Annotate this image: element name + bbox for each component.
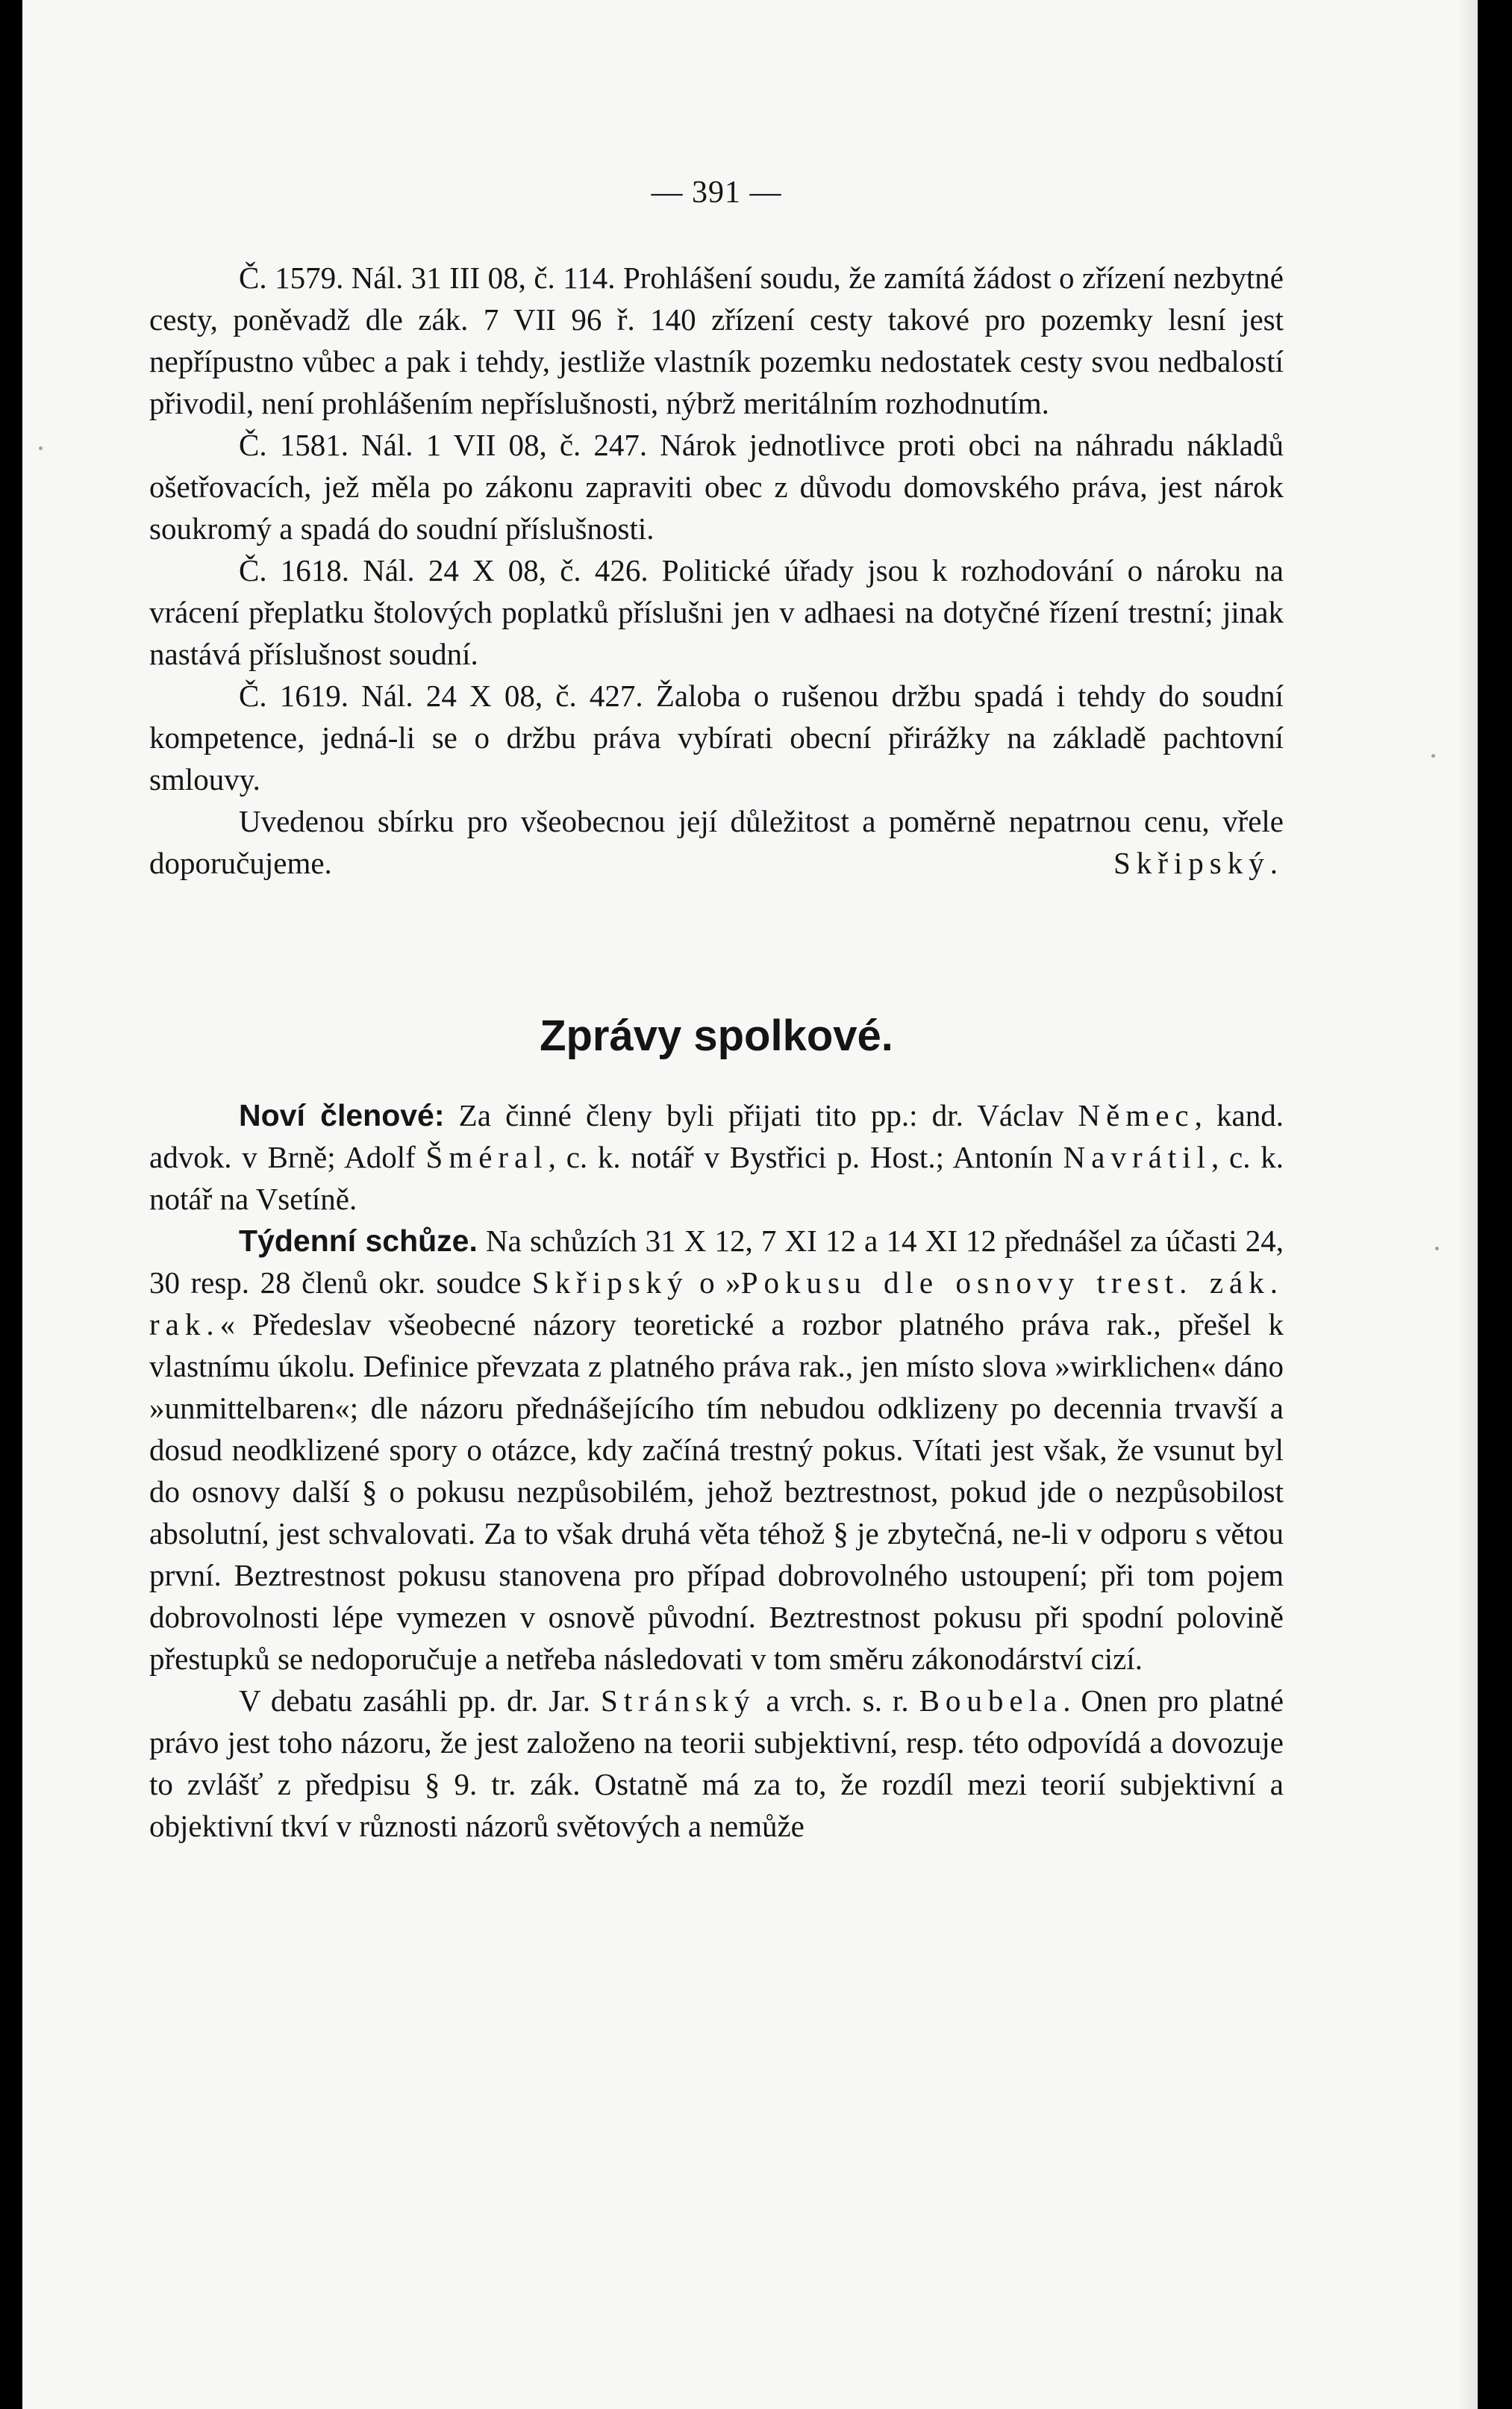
- decision-1618: Č. 1618. Nál. 24 X 08, č. 426. Politické úřady jsou k rozhodování o nároku na vrácení přeplatku štolových poplatků příslušni jen v adhaesi na dotyčné řízení trestní; jinak nastává příslušnost soudní.: [149, 553, 1284, 671]
- member-name: Navrátil: [1063, 1140, 1211, 1174]
- scan-speck: [1435, 1247, 1439, 1250]
- decision-1581: Č. 1581. Nál. 1 VII 08, č. 247. Nárok jednotlivce proti obci na náhradu nákladů ošetřovacích, jež měla po zákonu zapraviti obec z důvodu domovského práva, jest nárok soukromý a spadá do soudní příslušnosti.: [149, 428, 1284, 546]
- section-heading: Zprávy spolkové.: [540, 1012, 893, 1060]
- weekly-meetings-text: o »: [688, 1265, 741, 1300]
- scan-edge-shadow: [1458, 0, 1478, 2409]
- lecture-title: Pokusu dle osnovy trest. zák. rak.: [149, 1265, 1284, 1341]
- new-members-text: , c. k. notář na Vsetíně.: [149, 1140, 1284, 1216]
- debate-text: a vrch. s. r.: [755, 1683, 919, 1718]
- recommendation-text: Uvedenou sbírku pro všeobecnou její důležitost a poměrně nepatrnou cenu, vřele doporučujeme.: [149, 804, 1284, 880]
- member-name: Šméral: [425, 1140, 549, 1174]
- lecturer-name: Skřipský: [531, 1265, 689, 1300]
- weekly-meetings-text: « Předeslav všeobecné názory teoretické a rozbor platného práva rak., přešel k vlastnímu úkolu. Definice převzata z platného práva rak., jen místo slova »wirklichen« dáno »unmittelbaren«; dle názoru přednášejícího tím nebudou odklizeny po decennia trvavší a dosud neodklizené spory o otázce, kdy začíná trestný pokus. Vítati jest však, že vsunut byl do osnovy další § o pokusu nezpůsobilém, jehož beztrestnost, pokud jde o nezpůsobilost absolutní, jest schvalovati. Za to však druhá věta téhož § je zbytečná, ne-li v odporu s větou první. Beztrestnost pokusu stanovena pro případ dobrovolného ustoupení; při tom pojem dobrovolnosti lépe vymezen v osnově původní. Beztrestnost pokusu při spodní polovině přestupků se nedoporučuje a netřeba následovati v tom směru zákonodárství cizí.: [149, 1307, 1284, 1676]
- scanned-page: [22, 0, 1478, 2409]
- debate-paragraph: [149, 1680, 1284, 1847]
- debater-name: Boubela: [919, 1683, 1063, 1718]
- weekly-meetings-paragraph: [149, 1220, 1284, 1680]
- scan-speck: [1431, 754, 1435, 758]
- decision-1579: Č. 1579. Nál. 31 III 08, č. 114. Prohlášení soudu, že zamítá žádost o zřízení nezbytné cesty, poněvadž dle zák. 7 VII 96 ř. 140 zřízení cesty takové pro pozemky lesní jest nepřípustno vůbec a pak i tehdy, jestliže vlastník pozemku nedostatek cesty svou nedbalostí přivodil, není prohlášením nepříslušnosti, nýbrž meritálním rozhodnutím.: [149, 261, 1284, 420]
- debate-text: V debatu zasáhli pp. dr. Jar.: [239, 1683, 602, 1718]
- new-members-text: Za činné členy byli přijati tito pp.: dr. Václav: [444, 1098, 1078, 1132]
- recommendation-paragraph: [149, 800, 1284, 884]
- weekly-meetings-text: Na schůzích 31 X 12, 7 XI 12 a 14 XI 12 přednášel za účasti 24, 30 resp. 28 členů okr. soudce: [149, 1224, 1284, 1300]
- author-signature: Skřipský.: [1113, 846, 1284, 880]
- new-members-lead: Noví členové:: [239, 1098, 445, 1132]
- weekly-meetings-lead: Týdenní schůze.: [239, 1224, 478, 1258]
- page-number: — 391 —: [651, 175, 782, 210]
- new-members-text: , c. k. notář v Bystřici p. Host.; Antonín: [548, 1140, 1063, 1174]
- page-text-block: [149, 172, 1284, 1847]
- new-members-text: , kand. advok. v Brně; Adolf: [149, 1098, 1284, 1174]
- scan-speck: [39, 446, 43, 450]
- decision-1619: Č. 1619. Nál. 24 X 08, č. 427. Žaloba o rušenou držbu spadá i tehdy do soudní kompetence, jedná-li se o držbu práva vybírati obecní přirážky na základě pachtovní smlouvy.: [149, 679, 1284, 797]
- member-name: Němec: [1078, 1098, 1195, 1132]
- debater-name: Stránský: [601, 1683, 756, 1718]
- new-members-paragraph: [149, 1094, 1284, 1220]
- debate-text: . Onen pro platné právo jest toho názoru, že jest založeno na teorii subjektivní, resp. této odpovídá a dovozuje to zvlášť z předpisu § 9. tr. zák. Ostatně má za to, že rozdíl mezi teorií subjektivní a objektivní tkví v různosti názorů světových a nemůže: [149, 1683, 1284, 1843]
